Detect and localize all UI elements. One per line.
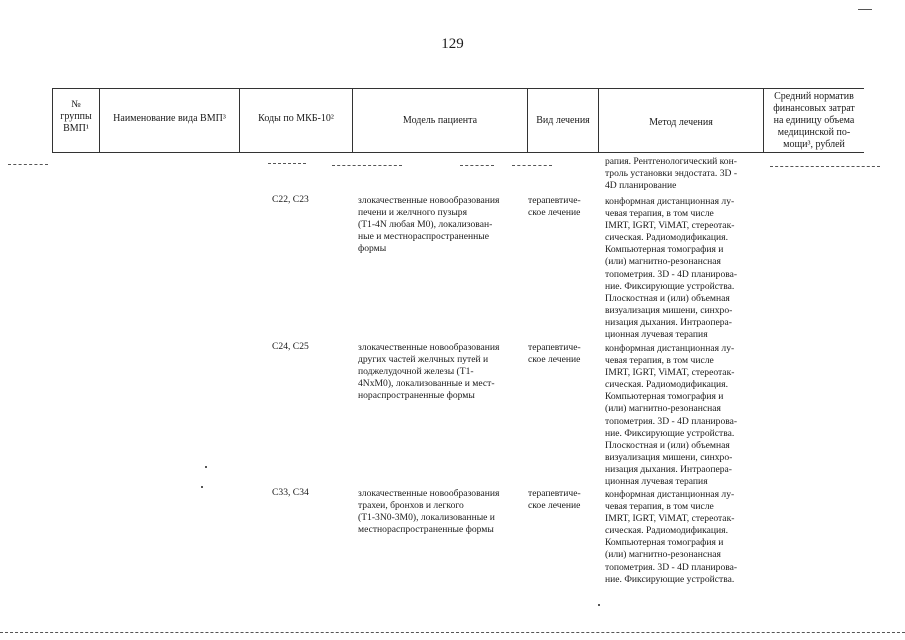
header-group-number: № группы ВМП¹ <box>60 99 92 134</box>
row-treatment-type: терапевтиче- ское лечение <box>528 195 581 219</box>
header-cost-standard: Средний норматив финансовых затрат на единицу объема медицинской по- мощи³, рублей <box>773 91 855 150</box>
scan-artifact <box>512 165 552 166</box>
page-number: 129 <box>441 36 464 52</box>
row-icd-codes: C24, C25 <box>272 341 309 352</box>
row-icd-codes: C33, C34 <box>272 487 309 498</box>
row-treatment-method: конформная дистанционная лу- чевая терапия, в том числе IMRT, IGRT, ViMAT, стереотак- сическая. Радиомодификация. Компьютерная томография и (или) магнитно-резонансная топометрия. 3D - 4D планирова- ние. Фиксирующие устройства. Плоскостная и (или) объемная визуализация мишени, синхро- низация дыхания. Интраопера- ционная лучевая терапия <box>605 196 738 341</box>
header-treatment-type: Вид лечения <box>536 115 590 126</box>
scan-artifact <box>858 9 872 10</box>
header-patient-model: Модель пациента <box>402 115 478 126</box>
row-patient-model: злокачественные новообразования трахеи, бронхов и легкого (T1-3N0-3M0), локализованные и местнораспространенные формы <box>358 488 500 536</box>
row-patient-model: злокачественные новообразования печени и желчного пузыря (T1-4N любая M0), локализован- ные и местнораспространенные формы <box>358 195 500 255</box>
scan-artifact <box>0 632 905 633</box>
row-treatment-method: конформная дистанционная лу- чевая терапия, в том числе IMRT, IGRT, ViMAT, стереотак- сическая. Радиомодификация. Компьютерная томография и (или) магнитно-резонансная топометрия. 3D - 4D планирова- ние. Фиксирующие устройства. Плоскостная и (или) объемная визуализация мишени, синхро- низация дыхания. Интраопера- ционная лучевая терапия <box>605 343 738 488</box>
continuation-method-text: рапия. Рентгенологический кон- троль установки эндостата. 3D - 4D планирование <box>605 156 738 192</box>
header-icd-codes: Коды по МКБ-10² <box>258 113 334 124</box>
scan-artifact <box>460 165 494 166</box>
scan-artifact <box>8 164 48 165</box>
header-vmp-name: Наименование вида ВМП³ <box>113 113 226 124</box>
row-treatment-method: конформная дистанционная лу- чевая терапия, в том числе IMRT, IGRT, ViMAT, стереотак- сическая. Радиомодификация. Компьютерная томография и (или) магнитно-резонансная топометрия. 3D - 4D планирова- ние. Фиксирующие устройства. <box>605 489 738 585</box>
header-treatment-method: Метод лечения <box>649 117 713 128</box>
scan-speck <box>201 486 203 488</box>
row-treatment-type: терапевтиче- ское лечение <box>528 488 581 512</box>
row-icd-codes: C22, C23 <box>272 194 309 205</box>
row-treatment-type: терапевтиче- ское лечение <box>528 342 581 366</box>
scan-artifact <box>770 166 880 167</box>
header-top-border <box>52 88 864 89</box>
header-bottom-border <box>52 152 864 153</box>
row-patient-model: злокачественные новообразования других частей желчных путей и поджелудочной железы (T1- 4NxM0), локализованные и мест- нораспространенные формы <box>358 342 500 402</box>
scan-speck <box>205 466 207 468</box>
scan-artifact <box>332 165 402 166</box>
scan-speck <box>598 604 600 606</box>
scan-artifact <box>268 163 306 164</box>
